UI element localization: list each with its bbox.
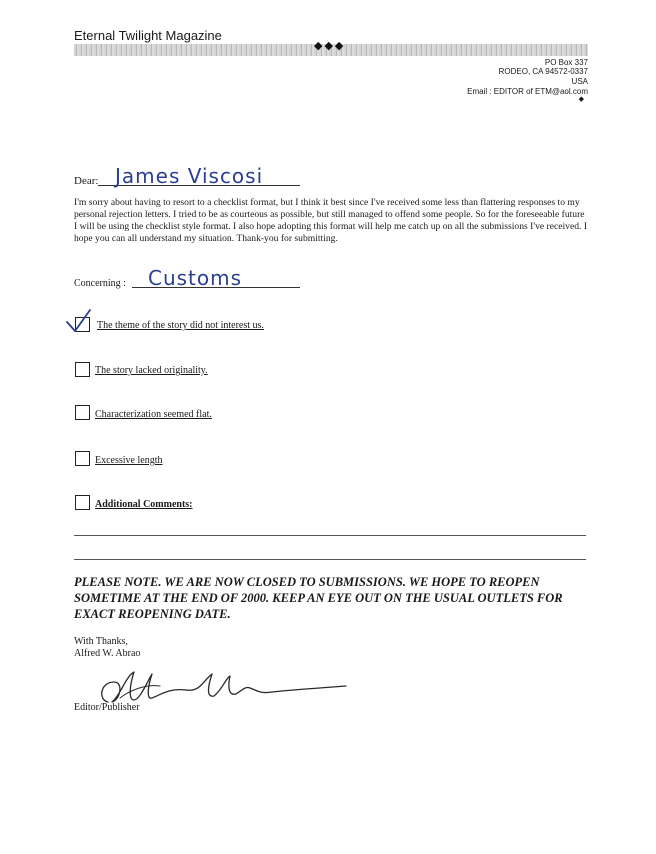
checkmark-icon [64, 308, 92, 334]
checkbox-length[interactable] [75, 451, 90, 466]
intro-paragraph: I'm sorry about having to resort to a checklist format, but I think it best since I've received some less than flattering responses to my personal rejection letters. I tried to be as courteous as possible, but still managed to offend some people. So for the foreseeable future I will be using the checklist style format. I also hope adopting this format will help me catch up on all the submissions I've received. I hope you can all understand my situation. Thank-you for submitting. [74, 197, 588, 244]
address-country: USA [571, 77, 588, 86]
closure-notice: PLEASE NOTE. WE ARE NOW CLOSED TO SUBMISSIONS. WE HOPE TO REOPEN SOMETIME AT THE END OF 2000. KEEP AN EYE OUT ON THE USUAL OUTLETS FOR EXACT REOPENING DATE. [74, 575, 563, 621]
address-email: Email : EDITOR of ETM@aol.com [467, 87, 588, 96]
concerning-label: Concerning : [74, 278, 126, 289]
checkbox-length-label: Excessive length [95, 455, 163, 466]
checkbox-characterization[interactable] [75, 405, 90, 420]
comment-line-1 [74, 535, 586, 536]
magazine-title: Eternal Twilight Magazine [74, 28, 222, 43]
checkbox-characterization-label: Characterization seemed flat. [95, 409, 212, 420]
signer-name: Alfred W. Abrao [74, 648, 141, 659]
recipient-name: James Viscosi [115, 164, 264, 188]
checkbox-theme-label: The theme of the story did not interest us. [97, 320, 264, 331]
checkbox-originality-label: The story lacked originality. [95, 365, 208, 376]
address-po-box: PO Box 337 [544, 58, 588, 67]
checkbox-originality[interactable] [75, 362, 90, 377]
address-marker: ◆ [578, 96, 584, 103]
closing-thanks: With Thanks, [74, 636, 128, 647]
signer-title: Editor/Publisher [74, 702, 140, 713]
concerning-value: Customs [148, 266, 243, 290]
salutation-label: Dear: [74, 175, 99, 187]
address-city: RODEO, CA 94572-0337 [498, 67, 588, 76]
checkbox-comments-label: Additional Comments: [95, 499, 193, 510]
header-diamonds: ◆◆◆ [314, 40, 346, 52]
checkbox-comments[interactable] [75, 495, 90, 510]
comment-line-2 [74, 559, 586, 560]
